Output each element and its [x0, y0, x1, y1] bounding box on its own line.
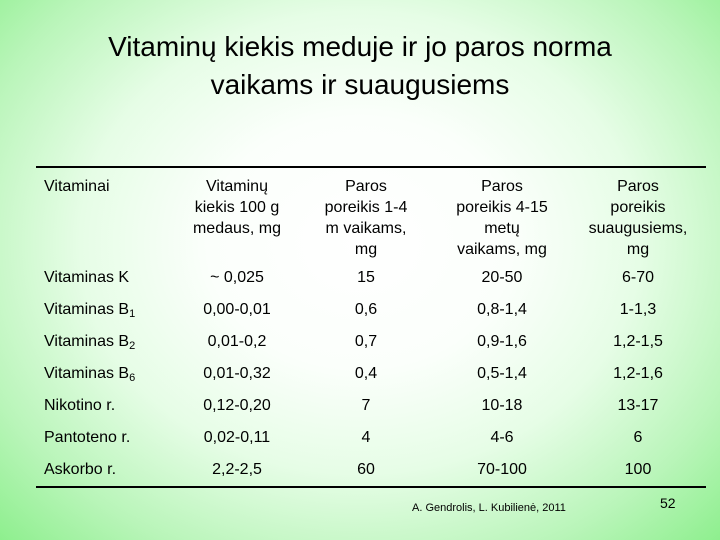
- column-header-line: vaikams, mg: [457, 241, 547, 258]
- value-cell: 6-70: [621, 269, 655, 286]
- column-header-line: poreikis 1-4: [324, 199, 408, 216]
- column-header-line: mg: [354, 241, 378, 258]
- vitamin-name: Vitaminas B: [44, 301, 130, 318]
- table-row: [36, 262, 706, 294]
- page-number: 52: [660, 495, 676, 511]
- value-cell: 13-17: [617, 397, 659, 414]
- value-cell: 6: [633, 429, 643, 446]
- vitamin-name-cell: [36, 358, 176, 390]
- title-line-1: Vitaminų kiekis meduje ir jo paros norma: [108, 31, 612, 62]
- value-cell: 60: [357, 461, 375, 478]
- value-cell: 0,7: [354, 333, 378, 350]
- value-cell: ~ 0,025: [210, 269, 264, 286]
- table-body: [36, 262, 706, 487]
- author-credit: A. Gendrolis, L. Kubilienė, 2011: [412, 502, 566, 514]
- column-header-line: medaus, mg: [192, 220, 282, 237]
- vitamin-subscript: 6: [129, 372, 136, 384]
- value-cell: 0,01-0,32: [203, 365, 271, 382]
- column-header-line: suaugusiems,: [588, 220, 688, 237]
- value-cell: 1,2-1,6: [613, 365, 663, 382]
- column-header-line: metų: [484, 220, 520, 237]
- column-header-line: Vitaminai: [44, 178, 110, 195]
- table-row: [36, 422, 706, 454]
- value-cell: 0,6: [354, 301, 378, 318]
- vitamin-name: Vitaminas B: [44, 333, 130, 350]
- title-line-2: vaikams ir suaugusiems: [210, 69, 510, 100]
- value-cell: 4-6: [490, 429, 514, 446]
- vitamin-name: Vitaminas B: [44, 365, 130, 382]
- column-header-2: [298, 167, 434, 262]
- slide-title: [0, 28, 720, 104]
- value-cell: 1-1,3: [619, 301, 657, 318]
- vitamin-name-cell: [36, 454, 176, 487]
- vitamin-name: Askorbo r.: [44, 461, 117, 478]
- table-row: [36, 294, 706, 326]
- value-cell: 100: [624, 461, 652, 478]
- vitamin-name-cell: [36, 390, 176, 422]
- value-cell: 1,2-1,5: [613, 333, 663, 350]
- value-cell: 0,00-0,01: [203, 301, 271, 318]
- vitamin-subscript: 1: [129, 308, 136, 320]
- column-header-3: [434, 167, 570, 262]
- column-header-line: poreikis: [610, 199, 666, 216]
- column-header-1: [176, 167, 298, 262]
- vitamin-subscript: 2: [129, 340, 136, 352]
- value-cell: 70-100: [477, 461, 527, 478]
- column-header-line: poreikis 4-15: [456, 199, 548, 216]
- column-header-line: Paros: [617, 178, 659, 195]
- value-cell: 0,9-1,6: [477, 333, 527, 350]
- vitamin-table: [36, 166, 706, 488]
- table-row: [36, 454, 706, 487]
- column-header-line: Paros: [481, 178, 523, 195]
- value-cell: 0,12-0,20: [203, 397, 271, 414]
- table-row: [36, 326, 706, 358]
- table-row: [36, 390, 706, 422]
- value-cell: 0,01-0,2: [207, 333, 267, 350]
- column-header-line: Paros: [345, 178, 387, 195]
- vitamin-name-cell: [36, 294, 176, 326]
- value-cell: 20-50: [481, 269, 523, 286]
- column-header-0: [36, 167, 176, 262]
- vitamin-name: Nikotino r.: [44, 397, 116, 414]
- vitamin-name: Vitaminas K: [44, 269, 130, 286]
- column-header-4: [570, 167, 706, 262]
- value-cell: 10-18: [481, 397, 523, 414]
- vitamin-name-cell: [36, 262, 176, 294]
- vitamin-name: Pantoteno r.: [44, 429, 131, 446]
- value-cell: 2,2-2,5: [212, 461, 262, 478]
- value-cell: 0,8-1,4: [477, 301, 527, 318]
- vitamin-name-cell: [36, 422, 176, 454]
- column-header-line: Vitaminų: [206, 178, 268, 195]
- column-header-line: m vaikams,: [325, 220, 407, 237]
- value-cell: 15: [357, 269, 375, 286]
- vitamin-name-cell: [36, 326, 176, 358]
- value-cell: 0,02-0,11: [203, 429, 271, 446]
- table-header-row: [36, 167, 706, 262]
- column-header-line: mg: [626, 241, 650, 258]
- table-row: [36, 358, 706, 390]
- value-cell: 7: [361, 397, 371, 414]
- column-header-line: kiekis 100 g: [194, 199, 280, 216]
- value-cell: 0,4: [354, 365, 378, 382]
- value-cell: 4: [361, 429, 371, 446]
- value-cell: 0,5-1,4: [477, 365, 527, 382]
